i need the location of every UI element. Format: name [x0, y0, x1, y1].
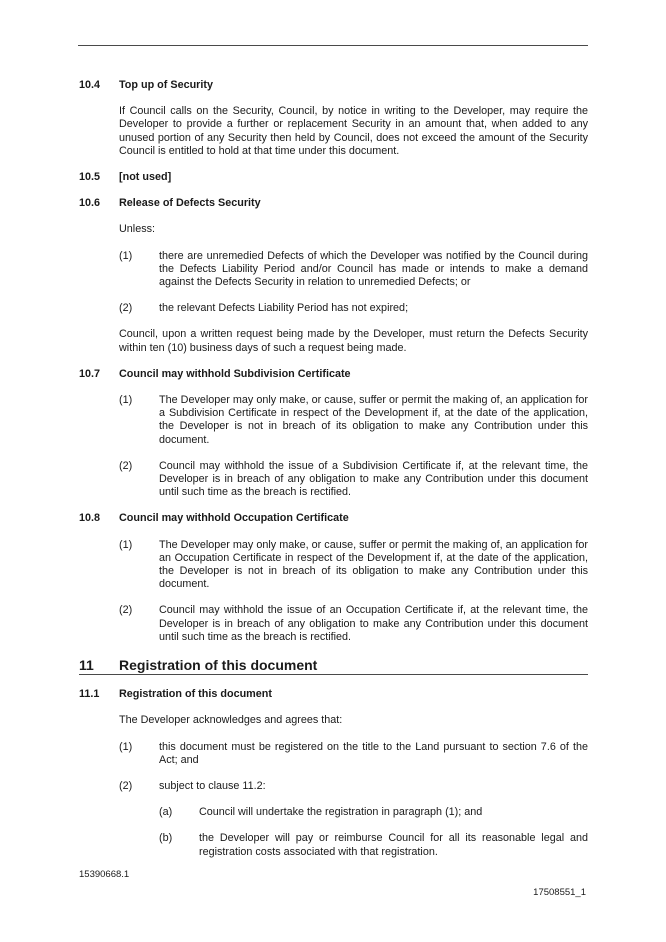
item-text: The Developer may only make, or cause, suffer or permit the making of, an application for an Occupation Certificate in respect of the Development if, at the date of the application, the Developer is not in breach of its obligation to make any Contribution under this document.	[159, 538, 588, 591]
clause-10-8-heading	[79, 512, 588, 525]
list-item	[119, 741, 588, 767]
item-text: Council will undertake the registration in paragraph (1); and	[199, 806, 483, 819]
clause-number: 10.5	[79, 171, 101, 184]
item-number: (2)	[119, 779, 133, 792]
clause-number: 11.1	[79, 688, 100, 701]
clause-10-5-heading	[79, 171, 588, 184]
list-item	[119, 302, 588, 315]
item-number: (b)	[159, 832, 173, 845]
clause-10-6-intro: Unless:	[119, 223, 156, 236]
clause-10-6-heading	[79, 197, 588, 210]
sub-list-item	[159, 832, 588, 858]
footer-document-id: 15390668.1	[79, 869, 130, 880]
item-number: (1)	[119, 538, 133, 551]
item-text: the relevant Defects Liability Period has not expired;	[159, 302, 409, 315]
item-number: (a)	[159, 806, 173, 819]
item-number: (2)	[119, 459, 133, 472]
item-text: there are unremedied Defects of which the Developer was notified by the Council during the Defects Liability Period and/or Council has made or intends to make a demand against the Defects Security in relation to unremedied Defects; or	[159, 249, 588, 289]
list-item	[119, 250, 588, 290]
clause-title: Registration of this document	[119, 657, 318, 674]
item-text: The Developer may only make, or cause, suffer or permit the making of, an application for a Subdivision Certificate in respect of the Development if, at the date of the application, the Developer is not in breach of its obligation to make any Contribution under this document.	[159, 394, 588, 446]
clause-11-1-intro: The Developer acknowledges and agrees that:	[119, 714, 343, 727]
clause-10-7-heading	[79, 368, 588, 381]
item-text: this document must be registered on the title to the Land pursuant to section 7.6 of the Act; and	[159, 740, 588, 766]
clause-title: Council may withhold Occupation Certificate	[119, 512, 349, 525]
clause-number: 10.7	[79, 367, 101, 380]
header-rule	[78, 45, 588, 46]
list-item	[119, 460, 588, 500]
item-number: (1)	[119, 394, 133, 407]
item-text: subject to clause 11.2:	[159, 779, 266, 792]
list-item	[119, 394, 588, 447]
clause-number: 10.4	[79, 79, 101, 91]
item-number: (2)	[119, 302, 133, 315]
item-number: (2)	[119, 604, 133, 617]
clause-title: [not used]	[119, 171, 172, 184]
clause-11-heading	[79, 657, 588, 675]
item-number: (1)	[119, 740, 133, 753]
clause-title: Registration of this document	[119, 688, 272, 701]
footer-reference: 17508551_1	[533, 887, 586, 898]
list-item	[119, 780, 588, 793]
list-item	[119, 604, 588, 644]
item-text: the Developer will pay or reimburse Council for all its reasonable legal and registration costs associated with that registration.	[199, 832, 588, 858]
clause-10-4-heading	[79, 79, 588, 92]
clause-number: 11	[79, 657, 94, 674]
document-body	[79, 79, 588, 859]
item-text: Council may withhold the issue of an Occupation Certificate if, at the relevant time, the Developer is in breach of any obligation to make any Contribution under this document until such time as the breach is rectified.	[159, 604, 588, 643]
clause-number: 10.6	[79, 197, 101, 210]
sub-list-item	[159, 806, 588, 819]
clause-title: Top up of Security	[119, 79, 213, 91]
clause-number: 10.8	[79, 512, 101, 525]
clause-10-6-outro: Council, upon a written request being made by the Developer, must return the Defects Security within ten (10) business days of such a request being made.	[119, 328, 588, 354]
clause-10-4-body: If Council calls on the Security, Council, by notice in writing to the Developer, may require the Developer to provide a further or replacement Security in an amount that, when added to any unused portion of any Security then held by Council, does not exceed the amount of the Security Council is entitled to hold at that time under this document.	[119, 105, 588, 157]
list-item	[119, 539, 588, 592]
item-text: Council may withhold the issue of a Subdivision Certificate if, at the relevant time, the Developer is in breach of any obligation to make any Contribution under this document until such time as the breach is rectified.	[159, 459, 588, 499]
clause-title: Council may withhold Subdivision Certificate	[119, 367, 351, 380]
clause-title: Release of Defects Security	[119, 197, 261, 210]
clause-11-1-heading	[79, 688, 588, 701]
item-number: (1)	[119, 249, 133, 262]
